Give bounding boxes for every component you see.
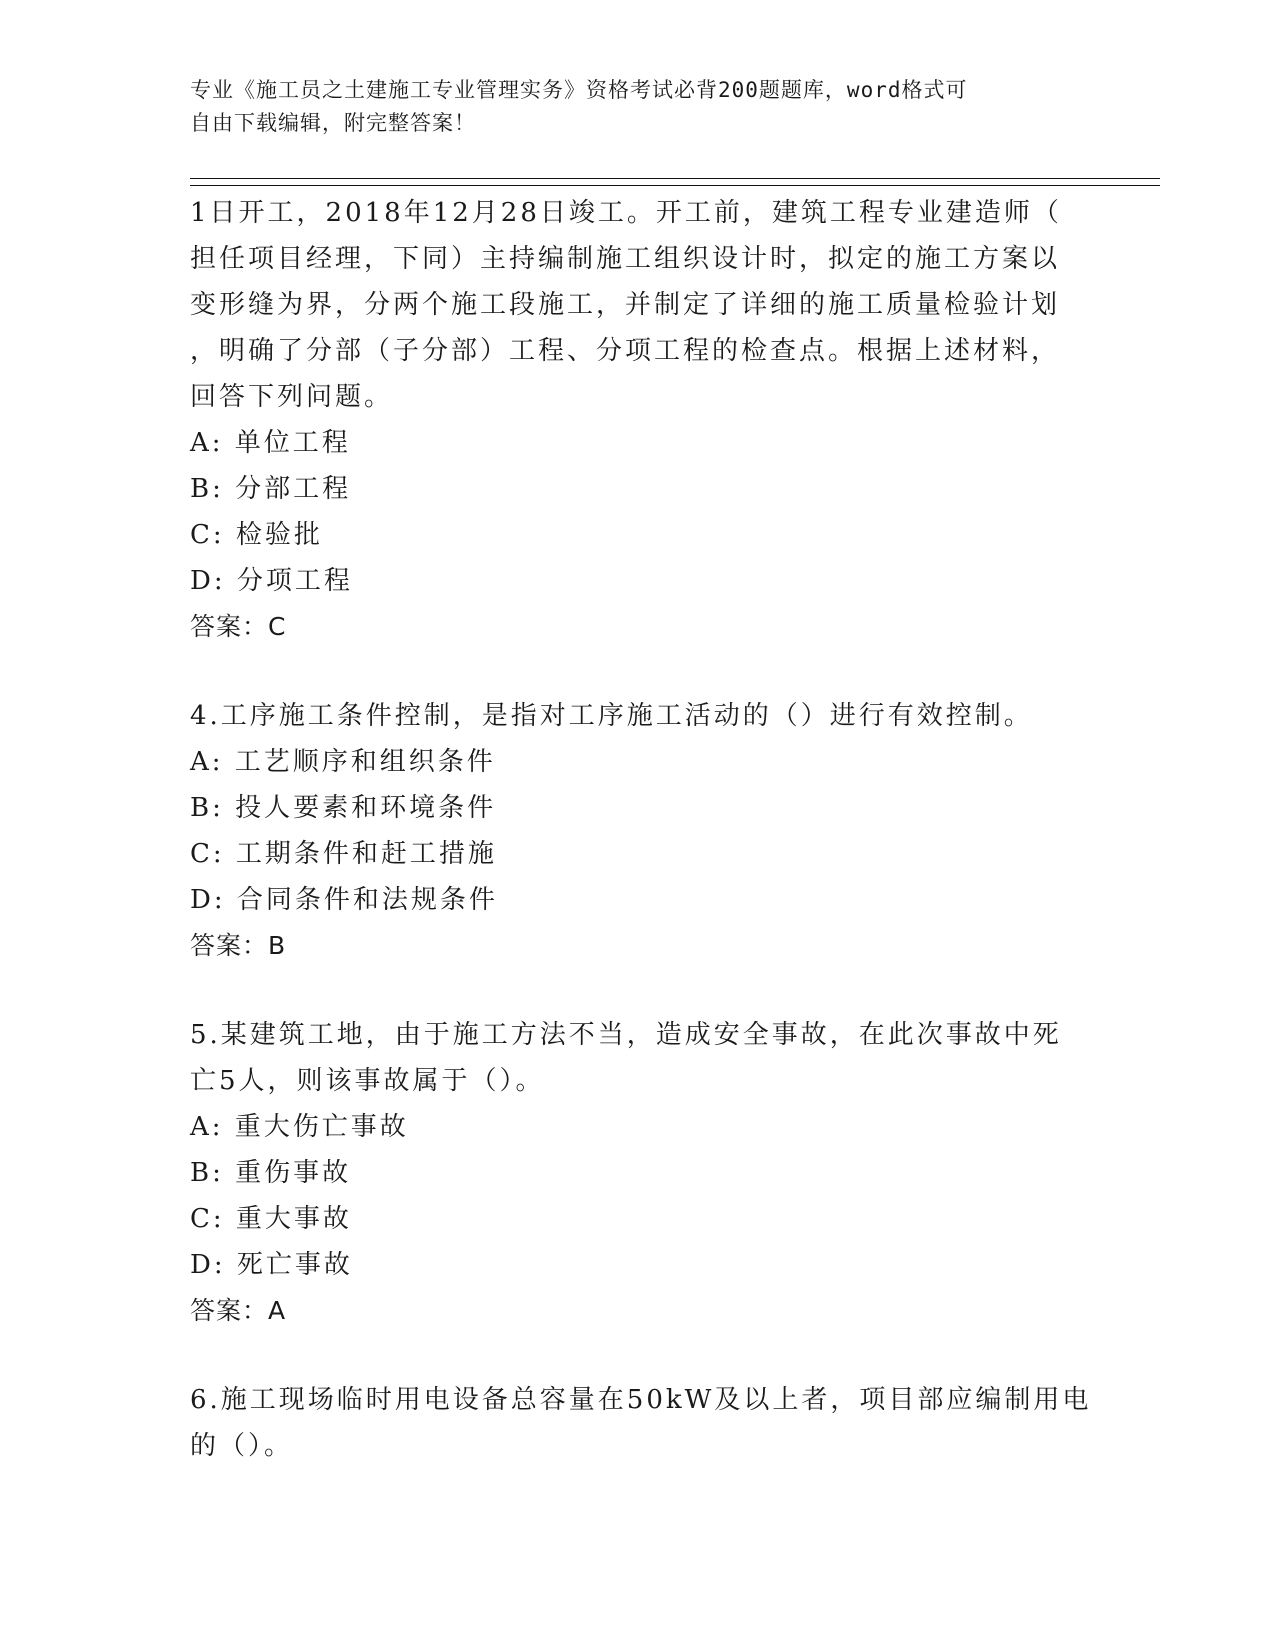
answer-line: 答案：B (190, 931, 287, 960)
question-text-line: 6.施工现场临时用电设备总容量在50kW及以上者，项目部应编制用电 (190, 1385, 1092, 1415)
question-block-prev (190, 190, 1090, 650)
option-b: B: 重伤事故 (190, 1158, 352, 1188)
option-a: A: 单位工程 (190, 428, 351, 458)
question-text-line: 变形缝为界，分两个施工段施工，并制定了详细的施工质量检验计划 (190, 290, 1061, 320)
question-text-line: 亡5人，则该事故属于（）。 (190, 1066, 545, 1096)
option-a: A: 重大伤亡事故 (190, 1112, 409, 1142)
question-text-line: ，明确了分部（子分部）工程、分项工程的检查点。根据上述材料， (190, 336, 1061, 366)
question-spacer (190, 1334, 1090, 1377)
question-text-line: 4.工序施工条件控制，是指对工序施工活动的（）进行有效控制。 (190, 701, 1033, 731)
option-d: D: 合同条件和法规条件 (190, 885, 498, 915)
answer-line: 答案：A (190, 1296, 287, 1325)
question-block-5 (190, 1012, 1090, 1334)
option-c: C: 工期条件和赶工措施 (190, 839, 497, 869)
question-spacer (190, 969, 1090, 1012)
question-text-line: 回答下列问题。 (190, 382, 394, 412)
option-a: A: 工艺顺序和组织条件 (190, 747, 496, 777)
question-block-6 (190, 1377, 1090, 1469)
option-d: D: 死亡事故 (190, 1250, 353, 1280)
question-list (190, 190, 1090, 1469)
question-block-4 (190, 693, 1090, 969)
question-text-line: 担任项目经理，下同）主持编制施工组织设计时，拟定的施工方案以 (190, 244, 1061, 274)
question-spacer (190, 650, 1090, 693)
document-header (190, 74, 1070, 140)
header-line-1: 专业《施工员之土建施工专业管理实务》资格考试必背200题题库，word格式可 (190, 78, 968, 102)
option-d: D: 分项工程 (190, 566, 353, 596)
header-rule-bottom (190, 185, 1160, 186)
option-b: B: 投人要素和环境条件 (190, 793, 497, 823)
header-line-2: 自由下载编辑，附完整答案！ (190, 111, 476, 135)
question-text-line: 5.某建筑工地，由于施工方法不当，造成安全事故，在此次事故中死 (190, 1020, 1062, 1050)
header-rule-top (190, 178, 1160, 179)
question-text-line: 1日开工，2018年12月28日竣工。开工前，建筑工程专业建造师（ (190, 198, 1062, 228)
option-c: C: 重大事故 (190, 1204, 352, 1234)
option-c: C: 检验批 (190, 520, 323, 550)
option-b: B: 分部工程 (190, 474, 352, 504)
answer-line: 答案：C (190, 612, 287, 641)
question-text-line: 的（）。 (190, 1431, 294, 1461)
